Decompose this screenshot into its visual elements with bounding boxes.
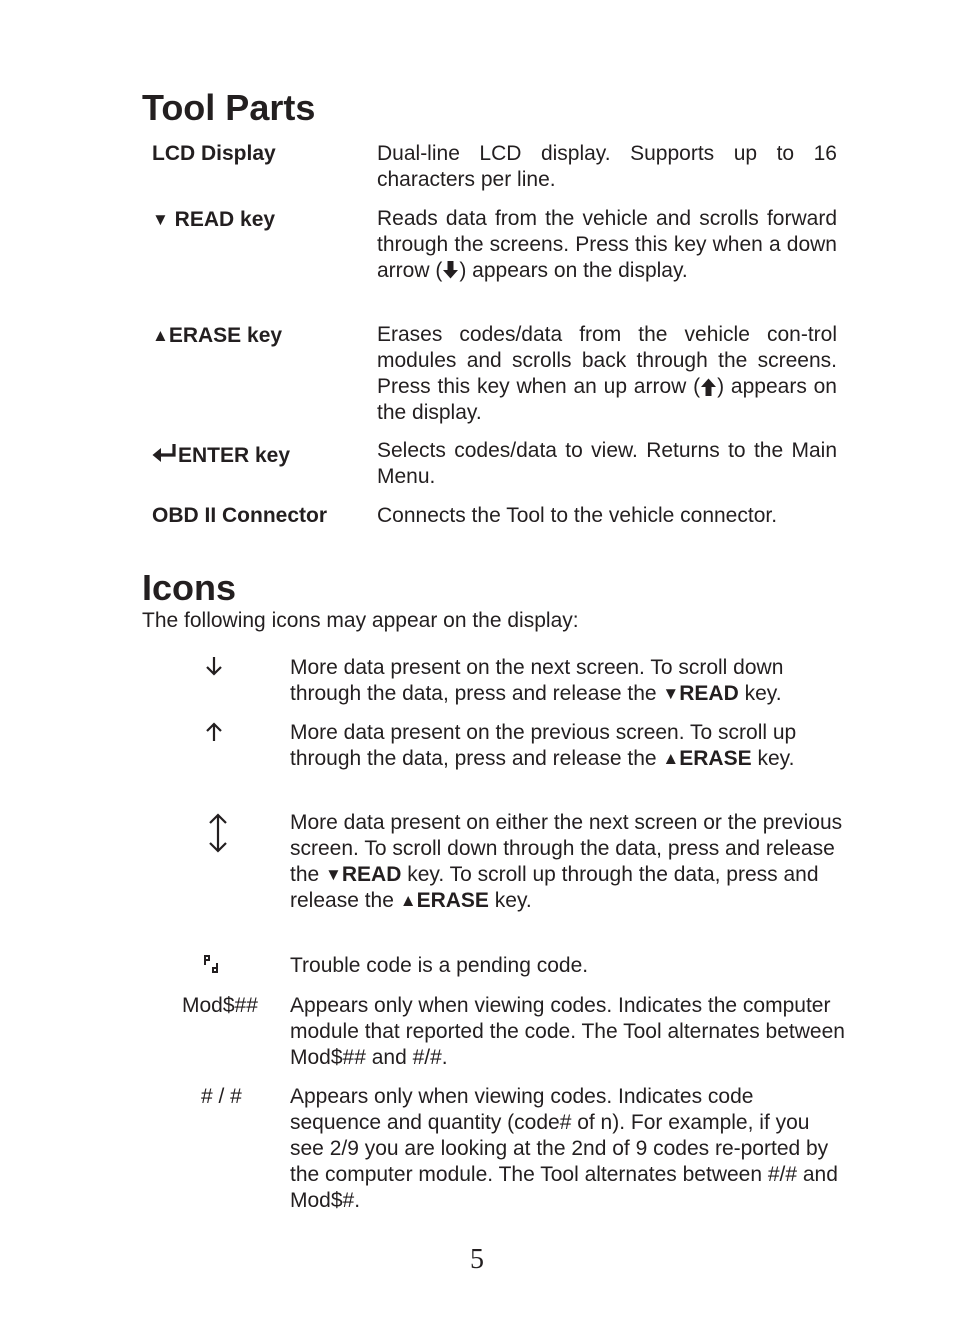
tool-parts-heading: Tool Parts bbox=[142, 87, 316, 128]
icon-def-scroll-up: More data present on the previous screen. To scroll up through the data, press and release the ▲ERASE key. bbox=[290, 721, 797, 770]
icon-def-pending: Trouble code is a pending code. bbox=[290, 954, 589, 977]
up-triangle-icon: ▲ bbox=[399, 891, 417, 910]
up-arrow-icon bbox=[700, 375, 717, 398]
down-arrow-icon bbox=[442, 259, 459, 282]
tool-part-term-erase-key: ▲ERASE key bbox=[152, 324, 283, 347]
tool-part-def-enter-key: Selects codes/data to view. Returns to the Main Menu. bbox=[377, 439, 837, 488]
sequence-symbol: # / # bbox=[201, 1085, 242, 1108]
down-triangle-icon: ▼ bbox=[662, 684, 680, 703]
mod-symbol: Mod$## bbox=[182, 994, 258, 1017]
up-triangle-icon: ▲ bbox=[662, 749, 680, 768]
up-triangle-icon: ▲ bbox=[152, 326, 169, 345]
tool-part-term-obd-connector: OBD II Connector bbox=[152, 504, 328, 527]
tool-part-def-erase-key: Erases codes/data from the vehicle con-trol modules and scrolls back through the screens. Press this key when an up arrow ( ) appears on the display. bbox=[377, 323, 837, 424]
icons-intro: The following icons may appear on the display: bbox=[142, 609, 579, 632]
icon-def-mod: Appears only when viewing codes. Indicates the computer module that reported the code. The Tool alternates between Mod$## and #/#. bbox=[290, 994, 845, 1069]
icon-def-sequence: Appears only when viewing codes. Indicates code sequence and quantity (code# of n). For example, if you see 2/9 you are looking at the 2nd of 9 codes re-ported by the computer module. The Tool alternates between #/# and Mod$#. bbox=[290, 1085, 838, 1212]
tool-part-def-obd-connector: Connects the Tool to the vehicle connector. bbox=[377, 504, 778, 527]
tool-part-term-lcd-display: LCD Display bbox=[152, 142, 276, 165]
tool-part-def-read-key: Reads data from the vehicle and scrolls forward through the screens. Press this key when a down arrow ( ) appears on the display. bbox=[377, 207, 837, 282]
down-triangle-icon: ▼ bbox=[325, 865, 342, 884]
icon-def-scroll-down: More data present on the next screen. To scroll down through the data, press and release the ▼READ key. bbox=[290, 656, 784, 705]
icons-heading: Icons bbox=[142, 567, 237, 608]
tool-part-term-read-key: ▼ READ key bbox=[152, 208, 276, 231]
tool-part-def-lcd-display: Dual-line LCD display. Supports up to 16 characters per line. bbox=[377, 142, 837, 191]
page-number: 5 bbox=[470, 1244, 484, 1275]
icon-def-scroll-up-down: More data present on either the next screen or the previous screen. To scroll down through the data, press and release the ▼READ key. To scroll up through the data, press and release the ▲ERASE key. bbox=[290, 811, 843, 912]
enter-arrow-icon bbox=[152, 444, 178, 467]
tool-part-term-enter-key: ENTER key bbox=[152, 443, 367, 469]
down-triangle-icon: ▼ bbox=[152, 210, 169, 229]
